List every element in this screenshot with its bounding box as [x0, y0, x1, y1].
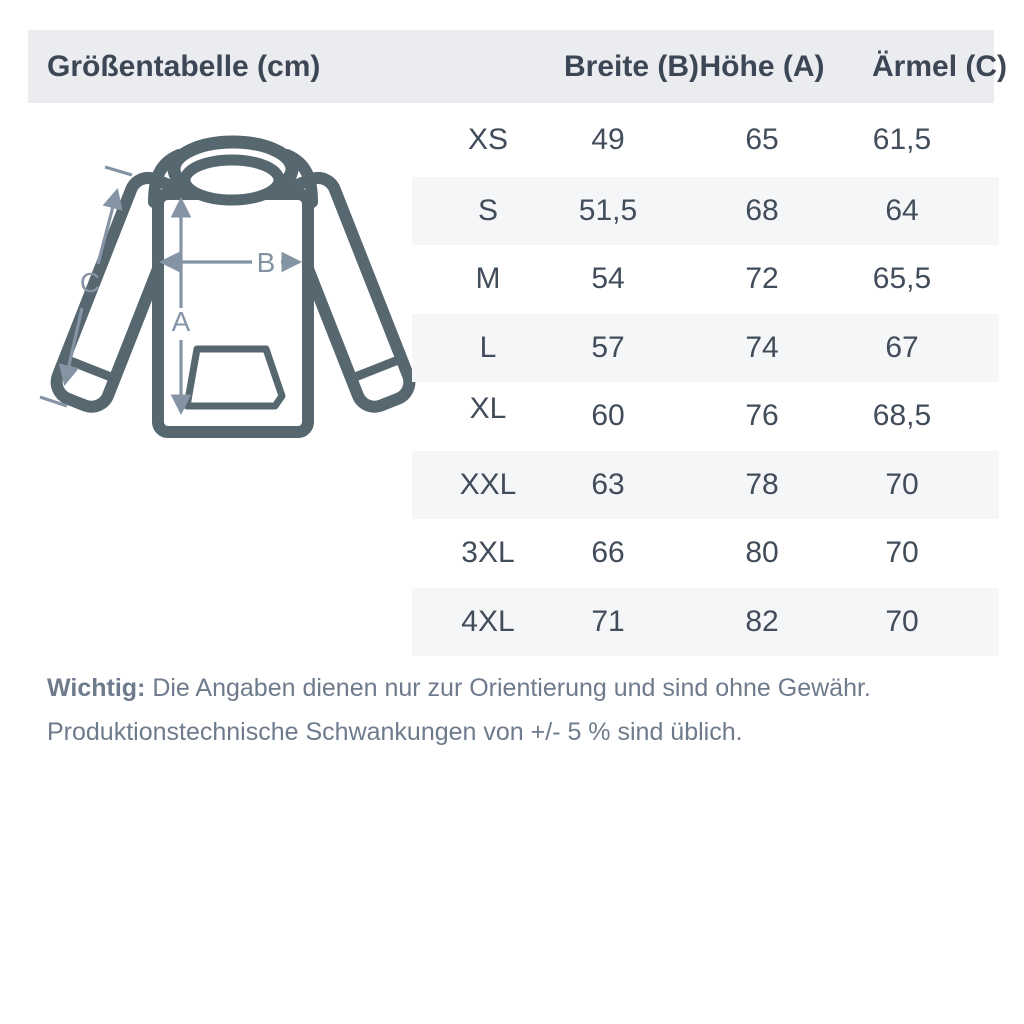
breite-cell: 71 [591, 604, 625, 638]
table-row-xxl [412, 451, 999, 520]
size-cell: XS [467, 122, 509, 156]
column-header-hoehe: Höhe (A) [699, 49, 825, 83]
breite-cell: 66 [591, 536, 625, 570]
size-table [412, 103, 999, 656]
hoehe-cell: 76 [745, 399, 779, 433]
table-row-xl [412, 382, 999, 451]
table-row-4xl [412, 588, 999, 657]
disclaimer-bold-label: Wichtig: [47, 674, 146, 702]
pocket [187, 349, 282, 406]
hoehe-cell: 72 [745, 262, 779, 296]
size-cell: XL [469, 392, 507, 426]
aermel-cell: 67 [885, 330, 919, 364]
aermel-cell: 65,5 [872, 262, 932, 296]
aermel-cell: 70 [885, 604, 919, 638]
column-header-aermel: Ärmel (C) [872, 49, 1008, 83]
size-cell: XXL [459, 467, 517, 501]
disclaimer [47, 666, 871, 754]
aermel-cell: 70 [885, 467, 919, 501]
hoehe-cell: 78 [745, 467, 779, 501]
size-cell: 4XL [461, 604, 515, 638]
table-row-3xl [412, 519, 999, 588]
breite-cell: 60 [591, 399, 625, 433]
hoehe-cell: 80 [745, 536, 779, 570]
table-row-s [412, 177, 999, 246]
breite-cell: 54 [591, 262, 625, 296]
table-header [28, 30, 1008, 103]
table-row-xs [412, 103, 999, 177]
disclaimer-text-1: Die Angaben dienen nur zur Orientierung und sind ohne Gewähr. [145, 674, 871, 702]
aermel-cell: 64 [885, 193, 919, 227]
aermel-cell: 70 [885, 536, 919, 570]
table-row-l [412, 314, 999, 383]
hoehe-cell: 65 [745, 122, 779, 156]
hoehe-cell: 68 [745, 193, 779, 227]
disclaimer-line-1 [47, 666, 871, 710]
dimension-label-a: A [171, 306, 191, 337]
breite-cell: 51,5 [578, 193, 638, 227]
hoehe-cell: 74 [745, 330, 779, 364]
page-title: Größentabelle (cm) [47, 49, 321, 83]
dimension-label-b: B [256, 247, 276, 278]
hood-inner [185, 160, 279, 200]
dimension-label-c: C [79, 267, 101, 298]
size-cell: S [477, 193, 498, 227]
disclaimer-line-2: Produktionstechnische Schwankungen von +/- 5 % sind üblich. [47, 718, 743, 746]
column-header-breite: Breite (B) [564, 49, 700, 83]
hoodie-diagram [20, 110, 420, 460]
size-cell: L [479, 330, 497, 364]
breite-cell: 49 [591, 122, 625, 156]
aermel-cell: 68,5 [872, 399, 932, 433]
aermel-cell: 61,5 [872, 122, 932, 156]
size-cell: M [475, 262, 501, 296]
breite-cell: 63 [591, 467, 625, 501]
hoehe-cell: 82 [745, 604, 779, 638]
breite-cell: 57 [591, 330, 625, 364]
size-cell: 3XL [461, 536, 515, 570]
table-row-m [412, 245, 999, 314]
